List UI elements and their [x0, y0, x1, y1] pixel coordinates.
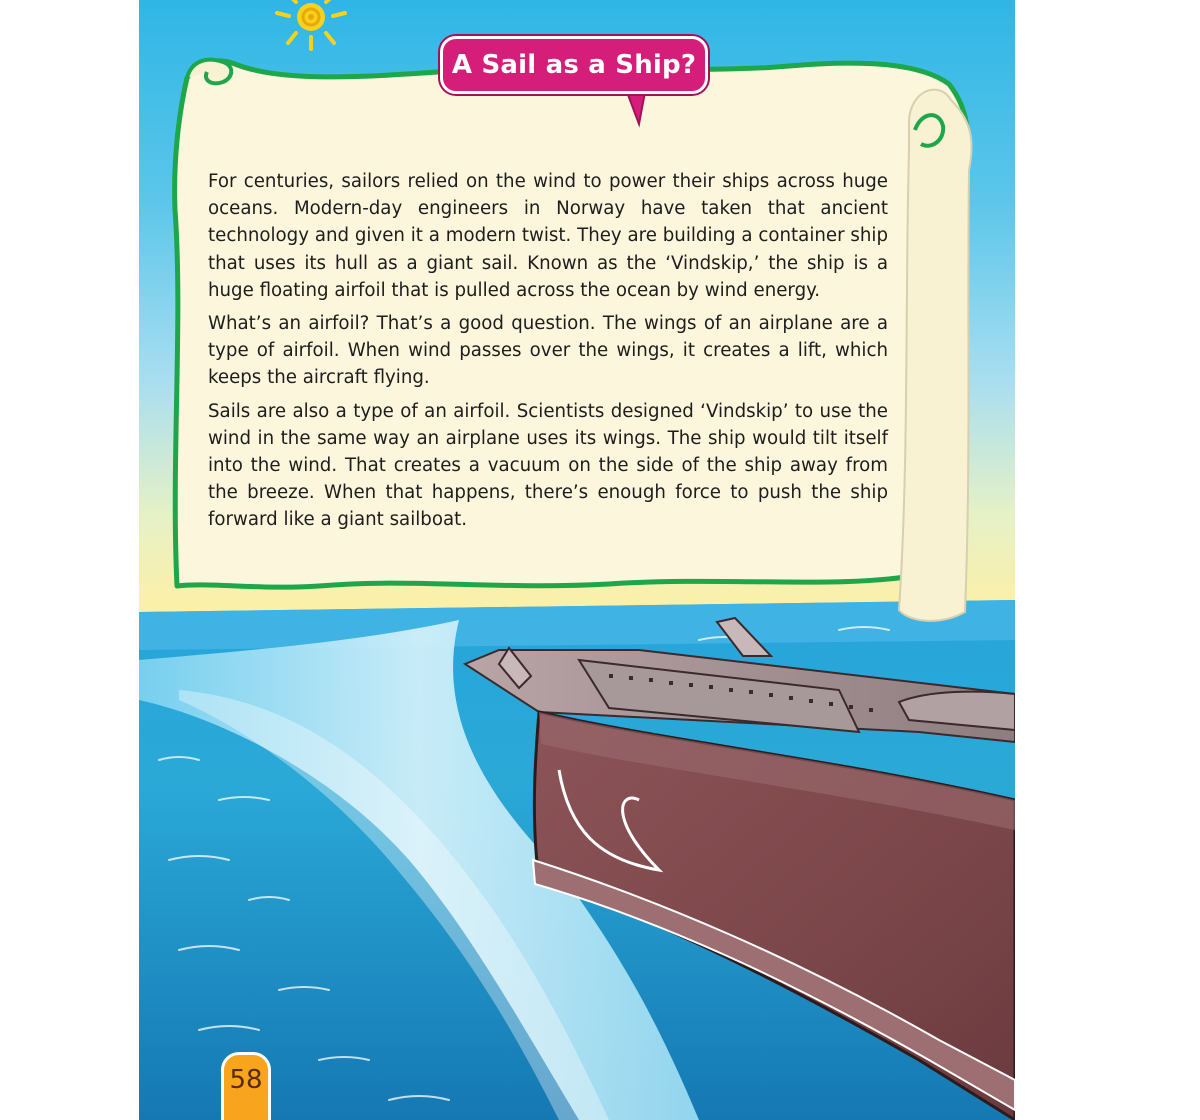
page-number: 58: [221, 1052, 271, 1120]
sun-icon: [277, 0, 345, 49]
page-title: A Sail as a Ship?: [440, 36, 708, 94]
article-text: [208, 168, 888, 540]
paragraph-2: What’s an airfoil? That’s a good question. The wings of an airplane are a type of airfoil. When wind passes over the wings, it creates a lift, which keeps the aircraft flying.: [208, 313, 888, 389]
paragraph-1: For centuries, sailors relied on the wind to power their ships across huge oceans. Modern-day engineers in Norway have taken that ancient technology and given it a modern twist. They are building a container ship that uses its hull as a giant sail. Known as the ‘Vindskip,’ the ship is a huge floating airfoil that is pulled across the ocean by wind energy.: [208, 171, 888, 301]
paragraph-3: Sails are also a type of an airfoil. Scientists designed ‘Vindskip’ to use the wind in the same way an airplane uses its wings. The ship would tilt itself into the wind. That creates a vacuum on the side of the ship away from the breeze. When that happens, there’s enough force to push the ship forward like a giant sailboat.: [208, 400, 888, 531]
textbook-page: [139, 0, 1015, 1120]
